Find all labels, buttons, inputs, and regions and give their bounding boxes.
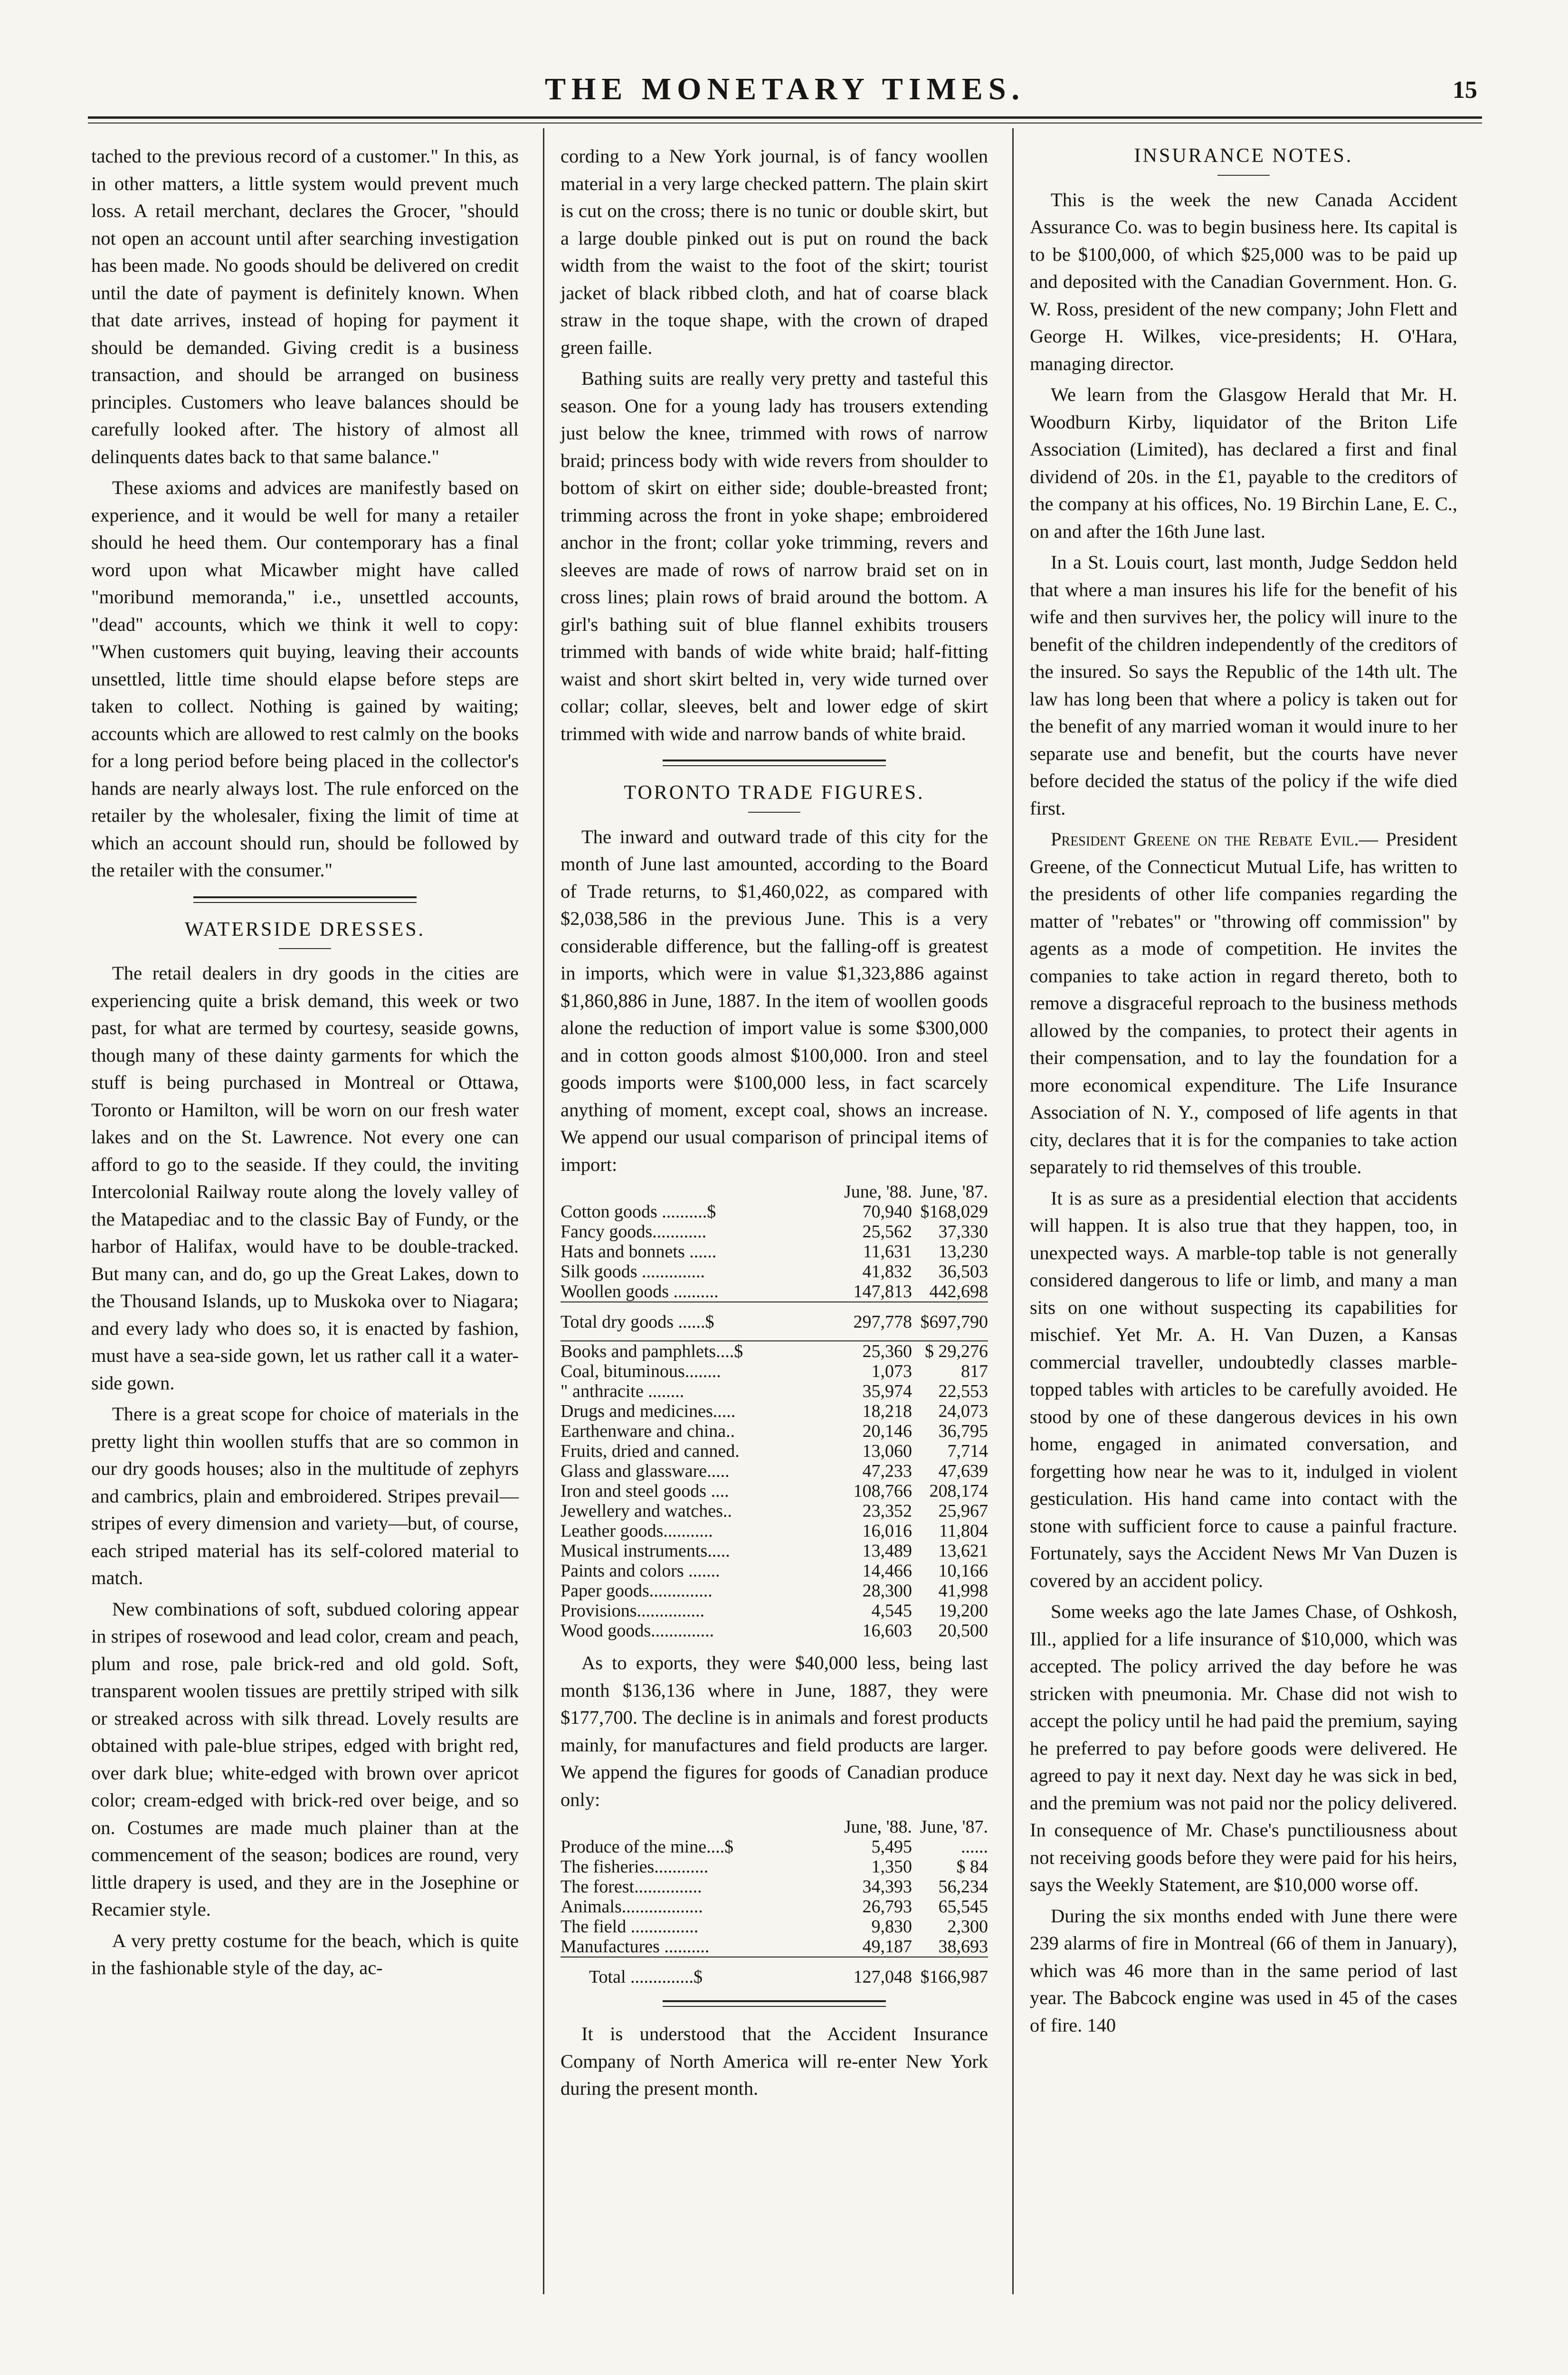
item-label: Jewellery and watches.. xyxy=(561,1501,732,1521)
table-header-row xyxy=(561,1182,988,1202)
item-label: Total dry goods ......$ xyxy=(561,1312,714,1332)
value-88: 4,545 xyxy=(871,1601,912,1621)
table-row xyxy=(561,1401,988,1421)
paragraph: These axioms and advices are manifestly based on experience, and it would be well for many a retailer should he heed them. Our contemporary has a final word upon what Micawber might have called "moribund memoranda," i.e., unsettled accounts, "dead" accounts, which we think it well to copy: "When customers quit buying, leaving their accounts unsettled, little time should elapse before steps are taken to collect. Nothing is gained by waiting; accounts which are allowed to rest calmly on the books for a long period before being placed in the collector's hands are nearly always lost. The rule enforced on the retailer by the wholesaler, fixing the limit of time at which an account should run, should be followed by the retailer with the consumer." xyxy=(91,477,519,881)
value-87: 19,200 xyxy=(938,1601,988,1621)
value-87: $697,790 xyxy=(920,1312,988,1332)
value-88: 18,218 xyxy=(862,1401,912,1421)
value-88: 35,974 xyxy=(862,1381,912,1401)
table-row xyxy=(561,1222,988,1242)
value-88: 41,832 xyxy=(862,1262,912,1282)
item-label: The forest............... xyxy=(561,1877,702,1897)
page-number: 15 xyxy=(1453,76,1477,104)
table-row xyxy=(561,1877,988,1897)
masthead: THE MONETARY TIMES. xyxy=(544,72,1026,106)
value-87: 20,500 xyxy=(938,1621,988,1641)
paragraph: The inward and outward trade of this city for the month of June last amounted, according to the Board of Trade returns, to $1,460,022, as compared with $2,038,586 in the previous June. This is a very considerable difference, but the falling-off is greatest in imports, which were in value $1,323,886 against $1,860,886 in June, 1887. In the item of woollen goods alone the reduction of import value is some $300,000 and in cotton goods almost $100,000. Iron and steel goods imports were $100,000 less, in fact scarcely anything of moment, except coal, shows an increase. We append our usual comparison of principal items of import: xyxy=(561,826,988,1175)
column-rule-1 xyxy=(543,128,544,2294)
paragraph: We learn from the Glasgow Herald that Mr. H. Woodburn Kirby, liquidator of the Briton Life Association (Limited), has declared a first and final dividend of 20s. in the £1, payable to the creditors of the company at his offices, No. 19 Birchin Lane, E. C., on and after the 16th June last. xyxy=(1030,384,1457,542)
table-row xyxy=(561,1601,988,1621)
paragraph: Bathing suits are really very pretty and tasteful this season. One for a young lady has trousers extending just below the knee, trimmed with rows of narrow braid; princess body with wide revers from shoulder to bottom of skirt on either side; double-breasted front; trimming across the front in yoke shape; embroidered anchor in the front; collar yoke trimming, revers and sleeves are made of rows of narrow braid set on in cross lines; plain rows of braid around the bottom. A girl's bathing suit of blue flannel exhibits trousers trimmed with bands of wide white braid; half-fitting waist and short skirt belted in, very wide turned over collar; collar, sleeves, belt and lower edge of skirt trimmed with wide and narrow bands of white braid. xyxy=(561,368,988,744)
value-87: 208,174 xyxy=(929,1481,988,1501)
section-divider xyxy=(193,896,417,903)
item-label: The field ............... xyxy=(561,1917,699,1937)
table-row xyxy=(561,1561,988,1581)
value-88: 34,393 xyxy=(862,1877,912,1897)
value-87: $166,987 xyxy=(920,1967,988,1987)
value-87: 24,073 xyxy=(938,1401,988,1421)
table-row xyxy=(561,1937,988,1957)
item-label: Manufactures .......... xyxy=(561,1937,710,1957)
column-header: June, '87. xyxy=(920,1182,988,1202)
value-87: 56,234 xyxy=(938,1877,988,1897)
item-label: Leather goods........... xyxy=(561,1521,713,1541)
title-rule xyxy=(1217,175,1270,176)
paragraph-body: President Greene, of the Connecticut Mutual Life, has written to the presidents of other life companies regarding the matter of "rebates" or "throwing off commission" by agents as a mode of competition. He invites the companies to take action in regard thereto, both to remove a disgraceful reproach to the business methods allowed by the companies, to protect their agents in their compensation, and to lay the foundation for a more economical expenditure. The Life Insurance Association of N. Y., composed of life agents in that city, declares that it is for the companies to take action separately to rid themselves of this trouble. xyxy=(1030,828,1458,1178)
item-label: Provisions............... xyxy=(561,1601,704,1621)
table-row xyxy=(561,1521,988,1541)
header-rule-thin xyxy=(88,123,1482,124)
value-87: 37,330 xyxy=(938,1222,988,1242)
table-row xyxy=(561,1481,988,1501)
value-87: 13,621 xyxy=(938,1541,988,1561)
table-row xyxy=(561,1541,988,1561)
value-87: 7,714 xyxy=(947,1441,988,1461)
item-label: Paints and colors ....... xyxy=(561,1561,720,1581)
item-label: Musical instruments..... xyxy=(561,1541,730,1561)
value-87: 442,698 xyxy=(929,1282,988,1302)
item-label: Books and pamphlets....$ xyxy=(561,1341,743,1361)
value-87: $ 29,276 xyxy=(925,1341,988,1361)
item-label: Fancy goods............ xyxy=(561,1222,707,1242)
value-88: 14,466 xyxy=(862,1561,912,1581)
value-87: 65,545 xyxy=(938,1897,988,1917)
value-88: 16,603 xyxy=(862,1621,912,1641)
header-rule xyxy=(88,116,1482,119)
value-87: 47,639 xyxy=(938,1461,988,1481)
value-88: 26,793 xyxy=(862,1897,912,1917)
value-87: 13,230 xyxy=(938,1242,988,1262)
value-88: 11,631 xyxy=(863,1242,912,1262)
table-row xyxy=(561,1837,988,1857)
item-label: The fisheries............ xyxy=(561,1857,709,1877)
table-row xyxy=(561,1341,988,1361)
table-row xyxy=(561,1917,988,1937)
value-87: 25,967 xyxy=(938,1501,988,1521)
value-88: 13,060 xyxy=(862,1441,912,1461)
table-row xyxy=(561,1857,988,1877)
value-88: 5,495 xyxy=(871,1837,912,1857)
value-88: 49,187 xyxy=(862,1937,912,1957)
table-row xyxy=(561,1361,988,1381)
paragraph: During the six months ended with June there were 239 alarms of fire in Montreal (66 of them in January), which was 46 more than in the same period of last year. The Babcock engine was used in 45 of the cases of fire. 140 xyxy=(1030,1905,1457,2036)
value-88: 127,048 xyxy=(853,1967,912,1987)
item-label: Wood goods.............. xyxy=(561,1621,714,1641)
table-total-row xyxy=(561,1302,988,1341)
paragraph: As to exports, they were $40,000 less, being last month $136,136 where in June, 1887, they were $177,700. The decline is in animals and forest products mainly, for manufactures and field products are larger. We append the figures for goods of Canadian produce only: xyxy=(561,1652,988,1810)
paragraph-lead: President Greene on the Rebate Evil.— xyxy=(1051,828,1378,850)
table-row xyxy=(561,1381,988,1401)
item-label: Total ..............$ xyxy=(589,1967,703,1987)
page-header xyxy=(88,71,1482,124)
section-divider xyxy=(663,2000,886,2007)
paragraph: The retail dealers in dry goods in the cities are experiencing quite a brisk demand, this week or two past, for what are termed by courtesy, seaside gowns, though many of these dainty garments for which the stuff is being purchased in Montreal or Ottawa, Toronto or Hamilton, will be worn on our fresh water lakes and on the St. Lawrence. Not every one can afford to go to the seaside. If they could, the inviting Intercolonial Railway route along the lovely valley of the Matapediac and to the classic Bay of Fundy, or the harbor of Halifax, would have to be double-tracked. But many can, and do, go up the Great Lakes, down to the Thousand Islands, up to Muskoka over to Niagara; and every lady who does so, it is enacted by fashion, must have a sea-side gown, let us rather call it a water-side gown. xyxy=(91,962,519,1394)
title-rule xyxy=(748,812,800,813)
column-3 xyxy=(1030,142,1457,2042)
item-label: Earthenware and china.. xyxy=(561,1421,735,1441)
value-87: 41,998 xyxy=(938,1581,988,1601)
value-87: 11,804 xyxy=(939,1521,988,1541)
value-88: 28,300 xyxy=(862,1581,912,1601)
value-87: ...... xyxy=(961,1837,988,1857)
table-row xyxy=(561,1282,988,1302)
value-87: 10,166 xyxy=(938,1561,988,1581)
value-87: 22,553 xyxy=(938,1381,988,1401)
item-label: Fruits, dried and canned. xyxy=(561,1441,740,1461)
item-label: Iron and steel goods .... xyxy=(561,1481,729,1501)
value-88: 297,778 xyxy=(853,1312,912,1332)
title-rule xyxy=(279,948,331,949)
value-87: 2,300 xyxy=(947,1917,988,1937)
paragraph: There is a great scope for choice of materials in the pretty light thin woollen stuffs that are so common in our dry goods houses; also in the multitude of zephyrs and cambrics, plain and embroidered. Stripes prevail—stripes of every dimension and variety—but, of course, each striped material has its self-colored material to match. xyxy=(91,1403,519,1588)
section-divider xyxy=(663,760,886,766)
table-row xyxy=(561,1202,988,1222)
table-row xyxy=(561,1262,988,1282)
value-88: 9,830 xyxy=(871,1917,912,1937)
paragraph: Some weeks ago the late James Chase, of Oshkosh, Ill., applied for a life insurance of $10,000, which was accepted. The policy arrived the day before he was stricken with pneumonia. Mr. Chase did not wish to accept the policy until he had paid the premium, saying he preferred to pay before goods were delivered. He agreed to pay it next day. Next day he was sick in bed, and the premium was not paid nor the policy delivered. In consequence of Mr. Chase's punctiliousness about not receiving goods before they were paid for his heirs, says the Weekly Statement, are $10,000 worse off. xyxy=(1030,1601,1457,1895)
table-row xyxy=(561,1242,988,1262)
paragraph: In a St. Louis court, last month, Judge Seddon held that where a man insures his life for the benefit of his wife and then survives her, the policy will inure to the benefit of the children independently of the creditors of the insured. So says the Republic of the 14th ult. The law has long been that where a policy is taken out for the benefit of any married woman it would inure to her separate use and benefit, but the courts have never before decided the status of the policy if the wife died first. xyxy=(1030,551,1457,819)
value-88: 13,489 xyxy=(862,1541,912,1561)
column-2 xyxy=(561,142,988,2106)
table-row xyxy=(561,1897,988,1917)
value-87: 38,693 xyxy=(938,1937,988,1957)
value-88: 16,016 xyxy=(862,1521,912,1541)
paragraph xyxy=(1030,826,1457,1181)
paragraph: tached to the previous record of a customer." In this, as in other matters, a little system would prevent much loss. A retail merchant, declares the Grocer, "should not open an account until after searching investigation has been made. No goods should be delivered on credit until the date of payment is definitely known. When that date arrives, instead of hoping for payment it should be demanded. Giving credit is a business transaction, and should be arranged on business principles. Customers who leave balances should be carefully looked after. The history of almost all delinquents dates back to that same balance." xyxy=(91,145,519,467)
column-header: June, '87. xyxy=(920,1817,988,1837)
table-row xyxy=(561,1421,988,1441)
value-88: 108,766 xyxy=(853,1481,912,1501)
paragraph: It is understood that the Accident Insurance Company of North America will re-enter New York during the present month. xyxy=(561,2023,988,2099)
item-label: Coal, bituminous........ xyxy=(561,1361,721,1381)
imports-table xyxy=(561,1182,988,1641)
table-row xyxy=(561,1501,988,1521)
value-87: $168,029 xyxy=(920,1202,988,1222)
column-1 xyxy=(91,142,519,1986)
table-row xyxy=(561,1461,988,1481)
paragraph: This is the week the new Canada Accident Assurance Co. was to begin business here. Its capital is to be $100,000, of which $25,000 was to be paid up and deposited with the Canadian Government. Hon. G. W. Ross, president of the new company; John Flett and George H. Wilkes, vice-presidents; H. O'Hara, managing director. xyxy=(1030,189,1457,374)
value-88: 1,073 xyxy=(871,1361,912,1381)
table-row xyxy=(561,1441,988,1461)
table-header-row xyxy=(561,1817,988,1837)
value-88: 147,813 xyxy=(853,1282,912,1302)
section-title-waterside: WATERSIDE DRESSES. xyxy=(184,918,426,940)
section-title-insurance: INSURANCE NOTES. xyxy=(1134,145,1353,167)
value-87: $ 84 xyxy=(956,1857,988,1877)
item-label: Hats and bonnets ...... xyxy=(561,1242,717,1262)
item-label: Silk goods .............. xyxy=(561,1262,705,1282)
value-88: 20,146 xyxy=(862,1421,912,1441)
section-title-trade: TORONTO TRADE FIGURES. xyxy=(624,782,925,804)
value-88: 70,940 xyxy=(862,1202,912,1222)
item-label: Animals.................. xyxy=(561,1897,703,1917)
table-row xyxy=(561,1621,988,1641)
table-row xyxy=(561,1581,988,1601)
value-88: 47,233 xyxy=(862,1461,912,1481)
paragraph: It is as sure as a presidential election that accidents will happen. It is also true that they happen, too, in unexpected ways. A marble-top table is not generally considered dangerous to life or limb, and many a man sits on one without suspecting its capabilities for mischief. Yet Mr. A. H. Van Duzen, a Kansas commercial traveller, undoubtedly classes marble-topped tables with articles to be carefully avoided. He stood by one of these dangerous devices in his own home, engaged in animated conversation, and forgetting how near he was to it, indulged in violent gesticulation. His hand came into contact with the stone with sufficient force to cause a painful fracture. Fortunately, says the Accident News Mr Van Duzen is covered by an accident policy. xyxy=(1030,1187,1457,1591)
value-87: 36,795 xyxy=(938,1421,988,1441)
paragraph: cording to a New York journal, is of fancy woollen material in a very large checked pattern. The plain skirt is cut on the cross; there is no tunic or double skirt, but a large double pinked out is put on round the back width from the waist to the foot of the skirt; tourist jacket of black ribbed cloth, and hat of coarse black straw in the toque shape, with the crown of draped green faille. xyxy=(561,145,988,358)
value-88: 1,350 xyxy=(871,1857,912,1877)
value-88: 25,360 xyxy=(862,1341,912,1361)
paragraph: New combinations of soft, subdued coloring appear in stripes of rosewood and lead color, cream and peach, plum and rose, pale brick-red and old gold. Soft, transparent woolen tissues are prettily striped with silk or streaked across with silk thread. Lovely results are obtained with pale-blue stripes, edged with bright red, over dark blue; white-edged with brown over apricot color; cream-edged with brick-red over beige, and so on. Costumes are made much plainer than at the commencement of the season; bodices are round, very little drapery is used, and they are in the Josephine or Recamier style. xyxy=(91,1598,519,1920)
item-label: " anthracite ........ xyxy=(561,1381,684,1401)
column-header: June, '88. xyxy=(844,1182,912,1202)
paragraph: A very pretty costume for the beach, which is quite in the fashionable style of the day, ac- xyxy=(91,1929,519,1978)
item-label: Woollen goods .......... xyxy=(561,1282,719,1302)
item-label: Cotton goods ..........$ xyxy=(561,1202,716,1222)
exports-table xyxy=(561,1817,988,1995)
item-label: Drugs and medicines..... xyxy=(561,1401,736,1421)
value-88: 25,562 xyxy=(862,1222,912,1242)
item-label: Produce of the mine....$ xyxy=(561,1837,734,1857)
value-87: 817 xyxy=(961,1361,988,1381)
item-label: Paper goods.............. xyxy=(561,1581,713,1601)
value-88: 23,352 xyxy=(862,1501,912,1521)
table-total-row xyxy=(561,1957,988,1995)
column-rule-2 xyxy=(1012,128,1014,2294)
item-label: Glass and glassware..... xyxy=(561,1461,730,1481)
value-87: 36,503 xyxy=(938,1262,988,1282)
column-header: June, '88. xyxy=(844,1817,912,1837)
